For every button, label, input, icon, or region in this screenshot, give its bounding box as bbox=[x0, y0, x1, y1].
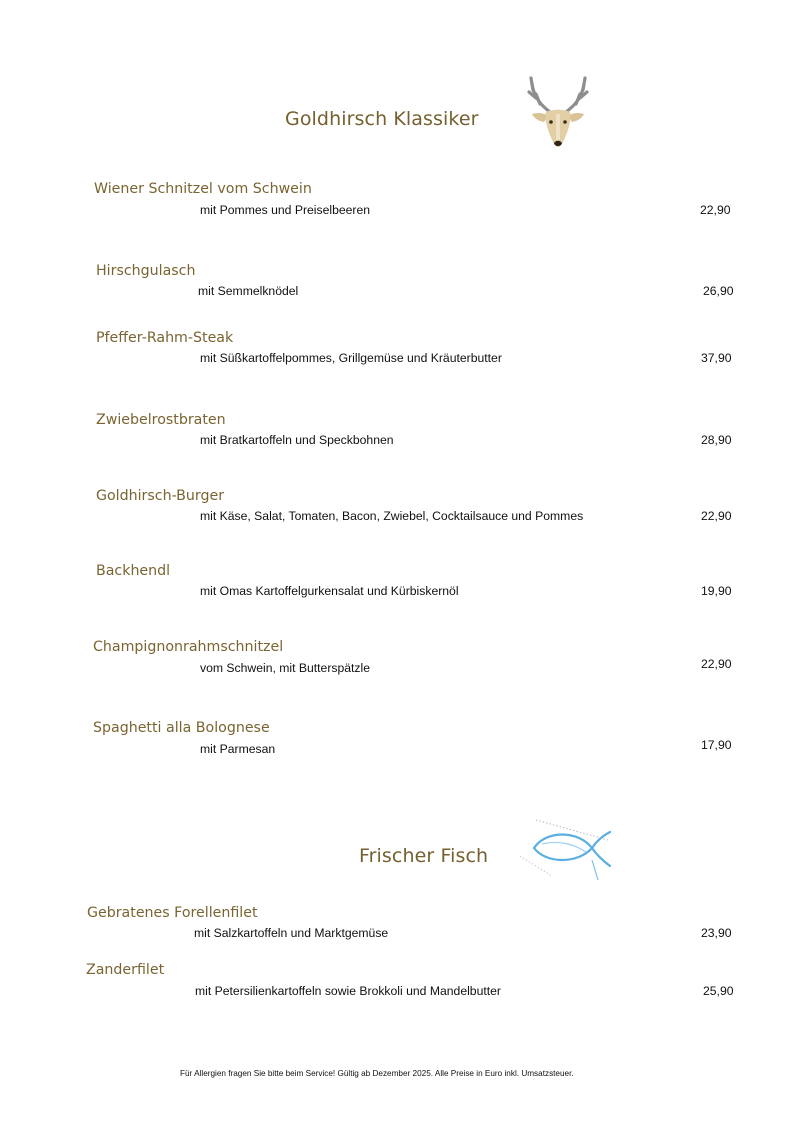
dish-name: Hirschgulasch bbox=[96, 263, 196, 279]
dish-name: Spaghetti alla Bolognese bbox=[93, 720, 270, 736]
dish-description: mit Süßkartoffelpommes, Grillgemüse und Kräuterbutter bbox=[200, 351, 502, 365]
dish-name: Backhendl bbox=[96, 563, 171, 579]
deer-head-icon bbox=[524, 74, 592, 154]
footer-note: Für Allergien fragen Sie bitte beim Service! Gültig ab Dezember 2025. Alle Preise in Euro inkl. Umsatzsteuer. bbox=[180, 1069, 574, 1078]
dish-price: 22,90 bbox=[700, 203, 731, 217]
dish-price: 19,90 bbox=[701, 584, 732, 598]
dish-name: Champignonrahmschnitzel bbox=[93, 639, 284, 655]
fish-icon bbox=[512, 810, 616, 884]
dish-price: 22,90 bbox=[701, 509, 732, 523]
dish-name: Gebratenes Forellenfilet bbox=[87, 905, 258, 921]
dish-description: vom Schwein, mit Butterspätzle bbox=[200, 661, 371, 675]
dish-price: 17,90 bbox=[701, 738, 732, 752]
dish-price: 22,90 bbox=[701, 657, 732, 671]
dish-description: mit Omas Kartoffelgurkensalat und Kürbiskernöl bbox=[200, 584, 459, 598]
dish-description: mit Petersilienkartoffeln sowie Brokkoli und Mandelbutter bbox=[195, 984, 501, 998]
dish-description: mit Semmelknödel bbox=[198, 284, 299, 298]
dish-description: mit Salzkartoffeln und Marktgemüse bbox=[194, 926, 389, 940]
dish-price: 37,90 bbox=[701, 351, 732, 365]
dish-price: 23,90 bbox=[701, 926, 732, 940]
dish-description: mit Bratkartoffeln und Speckbohnen bbox=[200, 433, 394, 447]
section-title-classics: Goldhirsch Klassiker bbox=[285, 108, 479, 130]
dish-name: Wiener Schnitzel vom Schwein bbox=[94, 181, 312, 197]
section-title-fish: Frischer Fisch bbox=[359, 845, 489, 867]
dish-description: mit Pommes und Preiselbeeren bbox=[200, 203, 371, 217]
dish-name: Zanderfilet bbox=[86, 962, 165, 978]
dish-name: Zwiebelrostbraten bbox=[96, 412, 226, 428]
dish-description: mit Käse, Salat, Tomaten, Bacon, Zwiebel, Cocktailsauce und Pommes bbox=[200, 509, 584, 523]
dish-price: 25,90 bbox=[703, 984, 734, 998]
dish-price: 28,90 bbox=[701, 433, 732, 447]
dish-price: 26,90 bbox=[703, 284, 734, 298]
dish-name: Goldhirsch-Burger bbox=[96, 488, 225, 504]
dish-name: Pfeffer-Rahm-Steak bbox=[96, 330, 234, 346]
dish-description: mit Parmesan bbox=[200, 742, 276, 756]
